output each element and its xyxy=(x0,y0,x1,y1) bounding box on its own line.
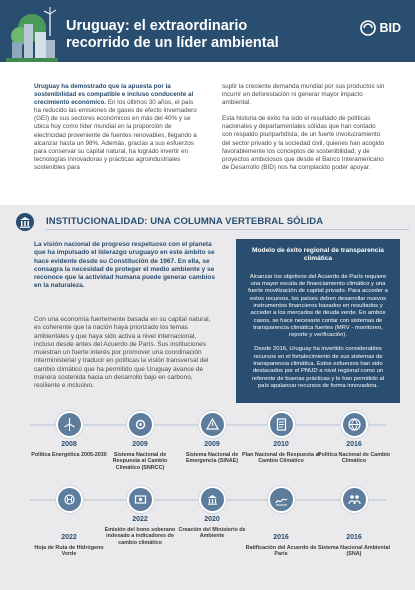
timeline-year: 2009 xyxy=(204,441,220,448)
timeline-year: 2020 xyxy=(204,516,220,523)
page-title xyxy=(66,18,341,52)
intro-paragraph-1 xyxy=(34,83,198,172)
section-divider xyxy=(46,229,409,230)
timeline-year: 2016 xyxy=(273,534,289,541)
intro-column-right xyxy=(222,83,386,180)
section-title: INSTITUCIONALIDAD: UNA COLUMNA VERTEBRAL SÓLIDA xyxy=(46,216,324,227)
city-skyline-icon xyxy=(6,6,58,62)
hydrogen-icon xyxy=(56,486,83,513)
section-lead: La visión nacional de progreso respetuoso con el planeta que ha impulsado el liderazgo uruguayo en este ámbito se hace evidente desde su Constitución de 1967. En ella, se consagra la necesidad de proteger el medio ambiente y se reconoce que la actividad humana puede generar cambios en la naturaleza. xyxy=(34,241,215,290)
timeline-label: Creación del Ministerio de Ambiente xyxy=(178,527,246,540)
gear-leaf-icon xyxy=(127,411,154,438)
timeline-label: Emisión del bono soberano indexado a indicadores de cambio climático xyxy=(104,527,176,546)
intro-paragraph-2: suplir la creciente demanda mundial por sus productos sin incurrir en deforestación ni generar mayor impacto ambiental. xyxy=(222,83,385,107)
timeline-label: Hoja de Ruta de Hidrógeno Verde xyxy=(34,545,104,558)
people-icon xyxy=(341,486,368,513)
bid-logo-icon xyxy=(360,20,376,36)
timeline-year: 2016 xyxy=(346,441,362,448)
header-banner xyxy=(0,0,415,62)
timeline-label: Sistema Nacional Ambiental (SNA) xyxy=(318,545,390,558)
box-paragraph-2: Desde 2016, Uruguay ha invertido considerables recursos en el fortalecimiento de sus sistemas de transparencia climática. Estos esfuerzos han sido destacados por el PNUD a nivel regional como un referente de buenas prácticas y le han permitido al país apalancar recursos de forma innovadora. xyxy=(251,346,385,389)
document-icon xyxy=(268,411,295,438)
emergency-icon xyxy=(199,411,226,438)
timeline-year: 2009 xyxy=(132,441,148,448)
bid-logo xyxy=(360,20,401,36)
title-line-1: Uruguay: el extraordinario xyxy=(66,18,248,34)
timeline-label: Sistema Nacional de Respuesta al Cambio Climático (SNRCC) xyxy=(112,452,168,471)
globe-icon xyxy=(341,411,368,438)
institution-icon xyxy=(16,213,34,231)
title-line-2: recorrido de un líder ambiental xyxy=(66,35,279,51)
timeline-label: Política Nacional de Cambio Climático xyxy=(317,452,391,465)
timeline-year: 2016 xyxy=(346,534,362,541)
signature-icon xyxy=(268,486,295,513)
timeline-label: Ratificación del Acuerdo de París xyxy=(245,545,317,558)
intro-section xyxy=(34,83,386,180)
timeline-year: 2022 xyxy=(132,516,148,523)
section-body: Con una economía fuertemente basada en su capital natural, es coherente que la nación haya priorizado los temas ambientales y que haya sido activa a nivel internacional, incluso desde antes del Acuerdo de París. Sus instituciones muestran un fuerte interés por promover una coordinación interministerial y traducir en políticas la visión transversal del cambio climático que ha permitido que Uruguay avance de manera sostenida hacia un desarrollo bajo en carbono, resiliente e inclusivo. xyxy=(34,316,211,390)
timeline-label: Política Energética 2005-2030 xyxy=(31,452,107,458)
bid-logo-text: BID xyxy=(379,21,401,35)
box-title: Modelo de éxito regional de transparencia climática xyxy=(252,247,384,263)
box-paragraph-1: Alcanzar los objetivos del Acuerdo de París requiere una mayor escala de financiamiento climático y una fuerte movilización de capital privado. Para acceder a estos recursos, los países deben desarrollar nuevos instrumentos financieros basados en resultados y acceder a los mercados de deuda verde. En ambos casos, se hace necesario contar con sistemas de transparencia climática fuertes (MRV - monitoreo, reporte y verificación). xyxy=(248,273,388,339)
intro-text-1: En los últimos 30 años, el país ha reducido las emisiones de gases de efecto invernadero (GEI) de sus sectores económicos en más del 40% y se ubica hoy como líder mundial en la proporción de electricidad proveniente de fuentes renovables, llegando a alcanzar hasta un 98%. Además, gracias a sus esfuerzos para conservar su capital natural, ha logrado invertir en tecnologías innovadoras y prácticas agroindustriales sostenibles para xyxy=(34,99,197,171)
intro-bold: Uruguay ha demostrado que la apuesta por la sostenibilidad es compatible e incluso conducente al crecimiento económico. xyxy=(34,83,194,107)
section-header xyxy=(16,213,409,231)
timeline-year: 2022 xyxy=(61,534,77,541)
timeline-year: 2010 xyxy=(273,441,289,448)
timeline-label: Sistema Nacional de Emergencia (SINAE) xyxy=(185,452,239,465)
timeline-label: Plan Nacional de Respuesta al Cambio Climático xyxy=(242,452,320,465)
transparency-box xyxy=(236,239,400,403)
intro-column-left xyxy=(34,83,198,180)
timeline-year: 2008 xyxy=(61,441,77,448)
wind-turbine-icon xyxy=(56,411,83,438)
bond-icon xyxy=(127,486,154,513)
ministry-icon xyxy=(199,486,226,513)
intro-paragraph-3: Esta historia de éxito ha sido el resultado de políticas nacionales y departamentales sólidas que han contado con respaldo pluripartidista; de un fuerte involucramiento del sector privado y la sociedad civil, quienes han acogido favorablemente los conceptos de sostenibilidad; y de proyectos ambiciosos que desde el Banco Interamericano de Desarrollo (BID) nos ha complacido poder apoyar. xyxy=(222,115,385,171)
